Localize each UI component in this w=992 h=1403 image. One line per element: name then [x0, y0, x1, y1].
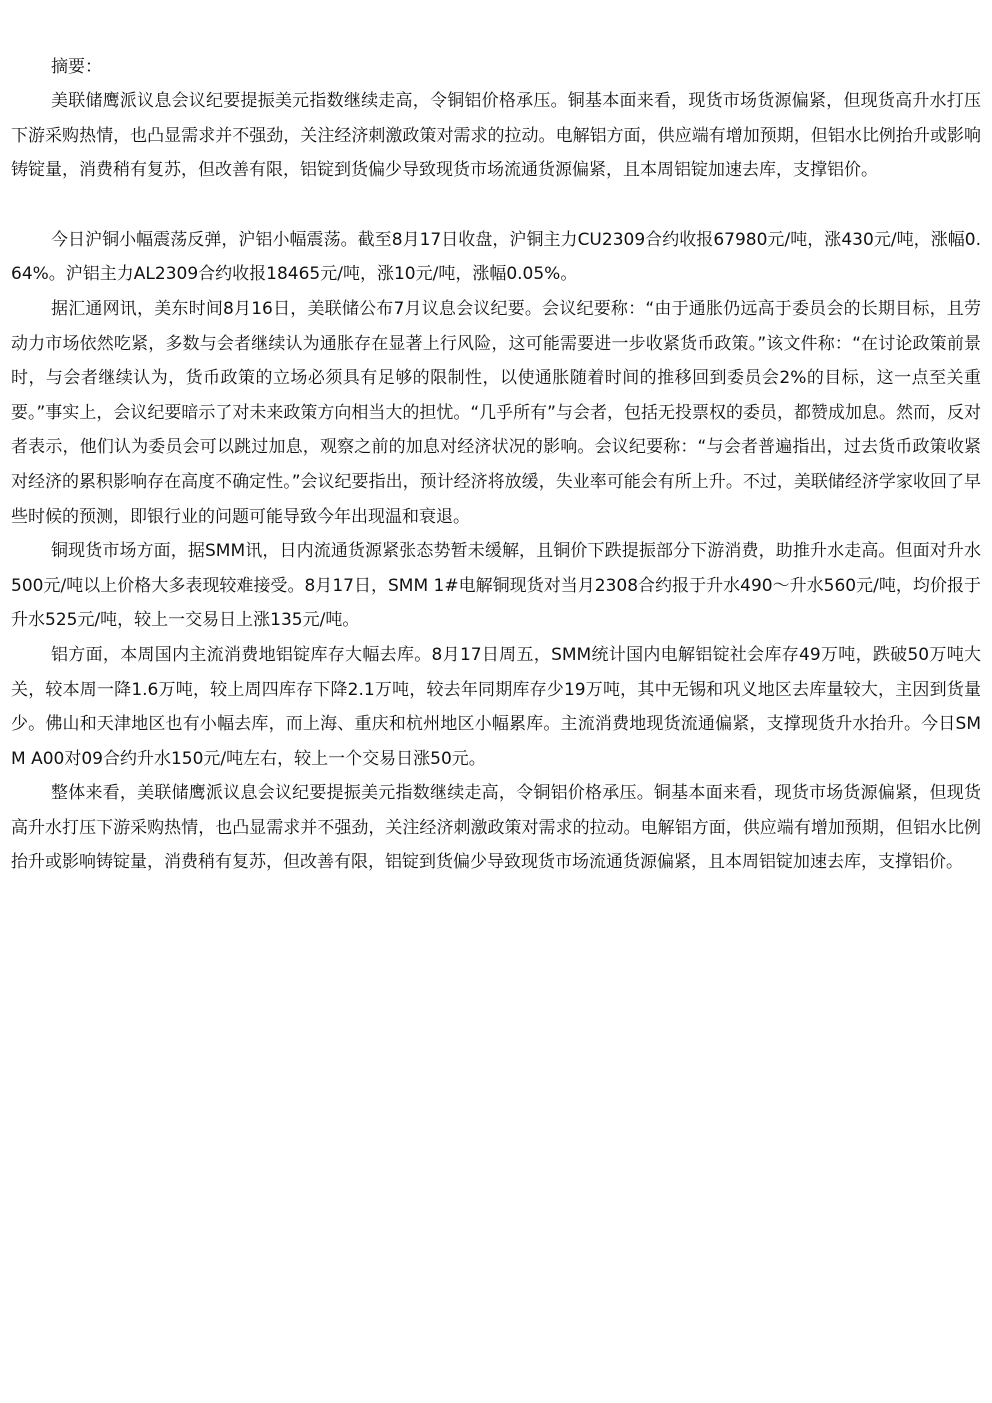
section-spacer — [11, 188, 981, 223]
summary-paragraph: 美联储鹰派议息会议纪要提振美元指数继续走高，令铜铝价格承压。铜基本面来看，现货市场货源偏紧，但现货高升水打压下游采购热情，也凸显需求并不强劲，关注经济刺激政策对需求的拉动。电解铝方面，供应端有增加预期，但铝水比例抬升或影响铸锭量，消费稍有复苏，但改善有限，铝锭到货偏少导致现货市场流通货源偏紧，且本周铝锭加速去库，支撑铝价。 — [11, 91, 981, 181]
aluminium-paragraph: 铝方面，本周国内主流消费地铝锭库存大幅去库。8月17日周五，SMM统计国内电解铝锭社会库存49万吨，跌破50万吨大关，较本周一降1.6万吨，较上周四库存下降2.1万吨，较去年同期库存少19万吨，其中无锡和巩义地区去库量较大，主因到货量少。佛山和天津地区也有小幅去库，而上海、重庆和杭州地区小幅累库。主流消费地现货流通偏紧，支撑现货升水抬升。今日SMM A00对09合约升水150元/吨左右，较上一个交易日涨50元。 — [11, 644, 981, 769]
fed-minutes-paragraph: 据汇通网讯，美东时间8月16日，美联储公布7月议息会议纪要。会议纪要称：“由于通胀仍远高于委员会的长期目标，且劳动力市场依然吃紧，多数与会者继续认为通胀存在显著上行风险，这可能需要进一步收紧货币政策。”该文件称：“在讨论政策前景时，与会者继续认为，货币政策的立场必须具有足够的限制性，以使通胀随着时间的推移回到委员会2%的目标，这一点至关重要。”事实上，会议纪要暗示了对未来政策方向相当大的担忧。“几乎所有”与会者，包括无投票权的委员，都赞成加息。然而，反对者表示，他们认为委员会可以跳过加息，观察之前的加息对经济状况的影响。会议纪要称：“与会者普遍指出，过去货币政策收紧对经济的累积影响存在高度不确定性。”会议纪要指出，预计经济将放缓，失业率可能会有所上升。不过，美联储经济学家收回了早些时候的预测，即银行业的问题可能导致今年出现温和衰退。 — [11, 298, 981, 527]
copper-spot-paragraph: 铜现货市场方面，据SMM讯，日内流通货源紧张态势暂未缓解，且铜价下跌提振部分下游消费，助推升水走高。但面对升水500元/吨以上价格大多表现较难接受。8月17日，SMM 1#电解铜现货对当月2308合约报于升水490～升水560元/吨，均价报于升水525元/吨，较上一交易日上涨135元/吨。 — [11, 541, 981, 631]
document-page — [11, 50, 981, 880]
summary-heading: 摘要： — [51, 57, 102, 77]
conclusion-paragraph: 整体来看，美联储鹰派议息会议纪要提振美元指数继续走高，令铜铝价格承压。铜基本面来看，现货市场货源偏紧，但现货高升水打压下游采购热情，也凸显需求并不强劲，关注经济刺激政策对需求的拉动。电解铝方面，供应端有增加预期，但铝水比例抬升或影响铸锭量，消费稍有复苏，但改善有限，铝锭到货偏少导致现货市场流通货源偏紧，且本周铝锭加速去库，支撑铝价。 — [11, 783, 981, 873]
market-close-paragraph: 今日沪铜小幅震荡反弹，沪铝小幅震荡。截至8月17日收盘，沪铜主力CU2309合约收报67980元/吨，涨430元/吨，涨幅0.64%。沪铝主力AL2309合约收报18465元/吨，涨10元/吨，涨幅0.05%。 — [11, 229, 981, 285]
